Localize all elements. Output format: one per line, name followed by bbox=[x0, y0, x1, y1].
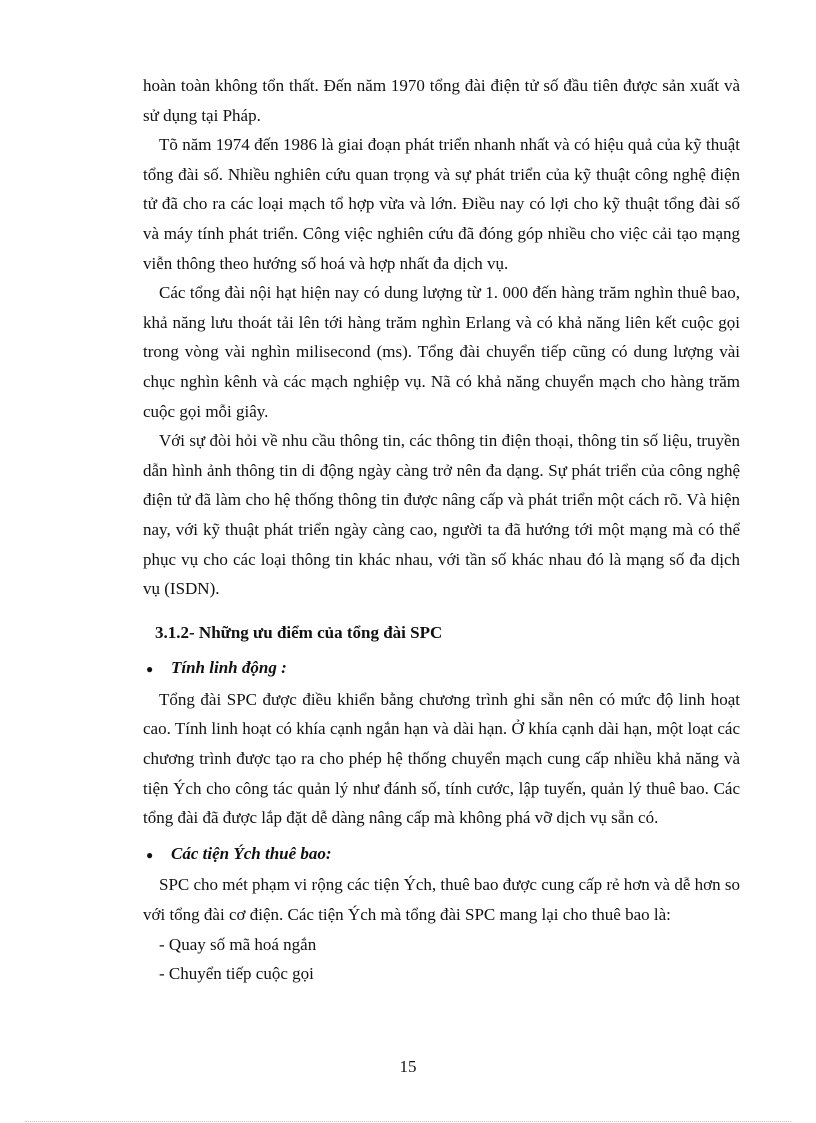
bullet-dot-icon: ● bbox=[146, 847, 154, 862]
paragraph-services: SPC cho mét phạm vi rộng các tiện Ých, thuê bao được cung cấp rẻ hơn và dễ hơn so với tổng đài cơ điện. Các tiện Ých mà tổng đài SPC mang lại cho thuê bao là: bbox=[143, 875, 740, 925]
paragraph-flexibility: Tổng đài SPC được điều khiển bằng chương trình ghi sẵn nên có mức độ linh hoạt cao. Tính linh hoạt có khía cạnh ngắn hạn và dài hạn. Ở khía cạnh dài hạn, một loạt các chương trình được tạo ra cho phép hệ thống chuyển mạch cung cấp nhiều khả năng và tiện Ých cho công tác quản lý như đánh số, tính cước, lập tuyến, quản lý thuê bao. Các tổng đài đã được lắp đặt dễ dàng nâng cấp mà không phá vỡ dịch vụ sẵn có. bbox=[143, 689, 740, 828]
section-heading: 3.1.2- Những ưu điểm của tổng đài SPC bbox=[155, 622, 443, 642]
bullet-title-services: Các tiện Ých thuê bao: bbox=[171, 843, 332, 863]
paragraph-intro-continuation: hoàn toàn không tổn thất. Đến năm 1970 tổng đài điện tử số đầu tiên được sản xuất và sử dụng tại Pháp. bbox=[143, 76, 740, 125]
list-item: - Chuyển tiếp cuộc gọi bbox=[159, 964, 314, 984]
paragraph-development-period: Tõ năm 1974 đến 1986 là giai đoạn phát triển nhanh nhất và có hiệu quả của kỹ thuật tổng đài số. Nhiều nghiên cứu quan trọng và sự phát triển của kỹ thuật công nghệ điện tử đã cho ra các loại mạch tổ hợp vừa và lớn. Điều nay có lợi cho kỹ thuật tổng đài số và máy tính phát triển. Công việc nghiên cứu đã đóng góp nhiều cho việc cải tạo mạng viễn thông theo hướng số hoá và hợp nhất đa dịch vụ. bbox=[143, 135, 740, 273]
bullet-title-flexibility: Tính linh động : bbox=[171, 658, 287, 678]
bullet-dot-icon: ● bbox=[146, 662, 154, 677]
page-content bbox=[143, 71, 740, 989]
paragraph-local-exchanges: Các tổng đài nội hạt hiện nay có dung lượng từ 1. 000 đến hàng trăm nghìn thuê bao, khả năng lưu thoát tải lên tới hàng trăm nghìn Erlang và có khả năng liên kết cuộc gọi trong vòng vài nghìn milisecond (ms). Tổng đài chuyển tiếp cũng có dung lượng vài chục nghìn kênh và các mạch nghiệp vụ. Nã có khả năng chuyển mạch cho hàng trăm cuộc gọi mỗi giây. bbox=[143, 283, 740, 421]
footer-divider bbox=[25, 1121, 791, 1122]
bullet-flexibility bbox=[146, 653, 740, 685]
paragraph-isdn: Với sự đòi hỏi về nhu cầu thông tin, các thông tin điện thoại, thông tin số liệu, truyền dẫn hình ảnh thông tin di động ngày càng trở nên đa dạng. Sự phát triển của công nghệ điện tử đã làm cho hệ thống thông tin được nâng cấp và phát triển một cách rõ. Và hiện nay, với kỹ thuật phát triển ngày càng cao, người ta đã hướng tới một mạng mà có thể phục vụ cho các loại thông tin khác nhau, với tần số khác nhau đó là mạng số đa dịch vụ (ISDN). bbox=[143, 431, 740, 599]
list-item: - Quay số mã hoá ngắn bbox=[159, 934, 317, 954]
page-number: 15 bbox=[399, 1057, 417, 1076]
bullet-services bbox=[146, 839, 740, 871]
